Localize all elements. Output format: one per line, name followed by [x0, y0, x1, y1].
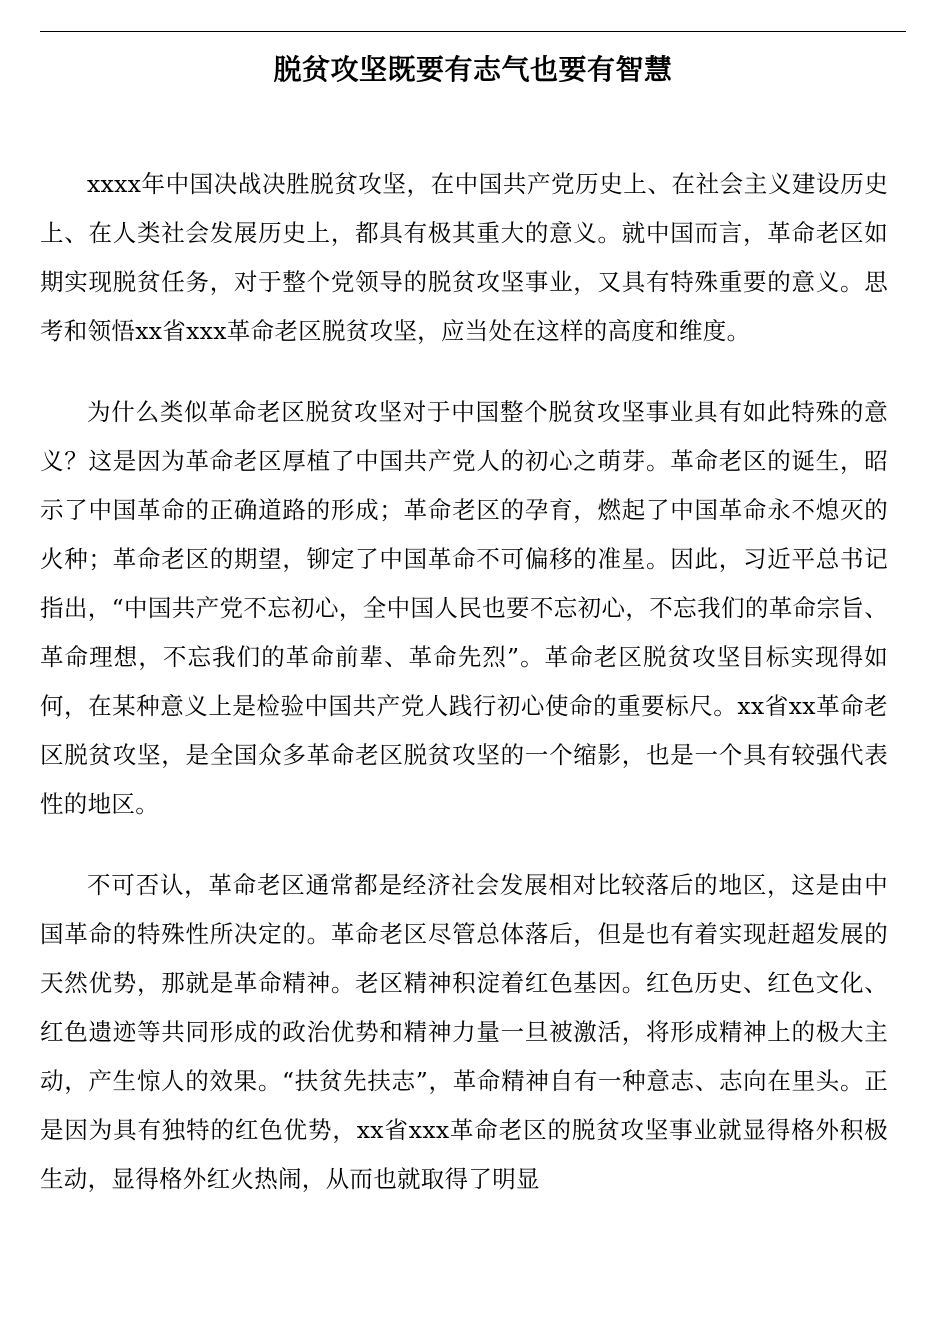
document-body	[40, 160, 888, 1236]
document-title: 脱贫攻坚既要有志气也要有智慧	[273, 53, 673, 86]
paragraph-3: 不可否认，革命老区通常都是经济社会发展相对比较落后的地区，这是由中国革命的特殊性所决定的。革命老区尽管总体落后，但是也有着实现赶超发展的天然优势，那就是革命精神。老区精神积淀着红色基因。红色历史、红色文化、红色遗迹等共同形成的政治优势和精神力量一旦被激活，将形成精神上的极大主动，产生惊人的效果。“扶贫先扶志”，革命精神自有一种意志、志向在里头。正是因为具有独特的红色优势，xx省xxx革命老区的脱贫攻坚事业就显得格外积极生动，显得格外红火热闹，从而也就取得了明显	[40, 871, 888, 1193]
paragraph-2: 为什么类似革命老区脱贫攻坚对于中国整个脱贫攻坚事业具有如此特殊的意义？这是因为革命老区厚植了中国共产党人的初心之萌芽。革命老区的诞生，昭示了中国革命的正确道路的形成；革命老区的孕育，燃起了中国革命永不熄灭的火种；革命老区的期望，铆定了中国革命不可偏移的准星。因此，习近平总书记指出，“中国共产党不忘初心，全中国人民也要不忘初心，不忘我们的革命宗旨、革命理想，不忘我们的革命前辈、革命先烈”。革命老区脱贫攻坚目标实现得如何，在某种意义上是检验中国共产党人践行初心使命的重要标尺。xx省xx革命老区脱贫攻坚，是全国众多革命老区脱贫攻坚的一个缩影，也是一个具有较强代表性的地区。	[40, 398, 888, 818]
paragraph-1: xxxx年中国决战决胜脱贫攻坚，在中国共产党历史上、在社会主义建设历史上、在人类社会发展历史上，都具有极其重大的意义。就中国而言，革命老区如期实现脱贫任务，对于整个党领导的脱贫攻坚事业，又具有特殊重要的意义。思考和领悟xx省xxx革命老区脱贫攻坚，应当处在这样的高度和维度。	[40, 170, 888, 345]
header-divider	[40, 31, 906, 32]
